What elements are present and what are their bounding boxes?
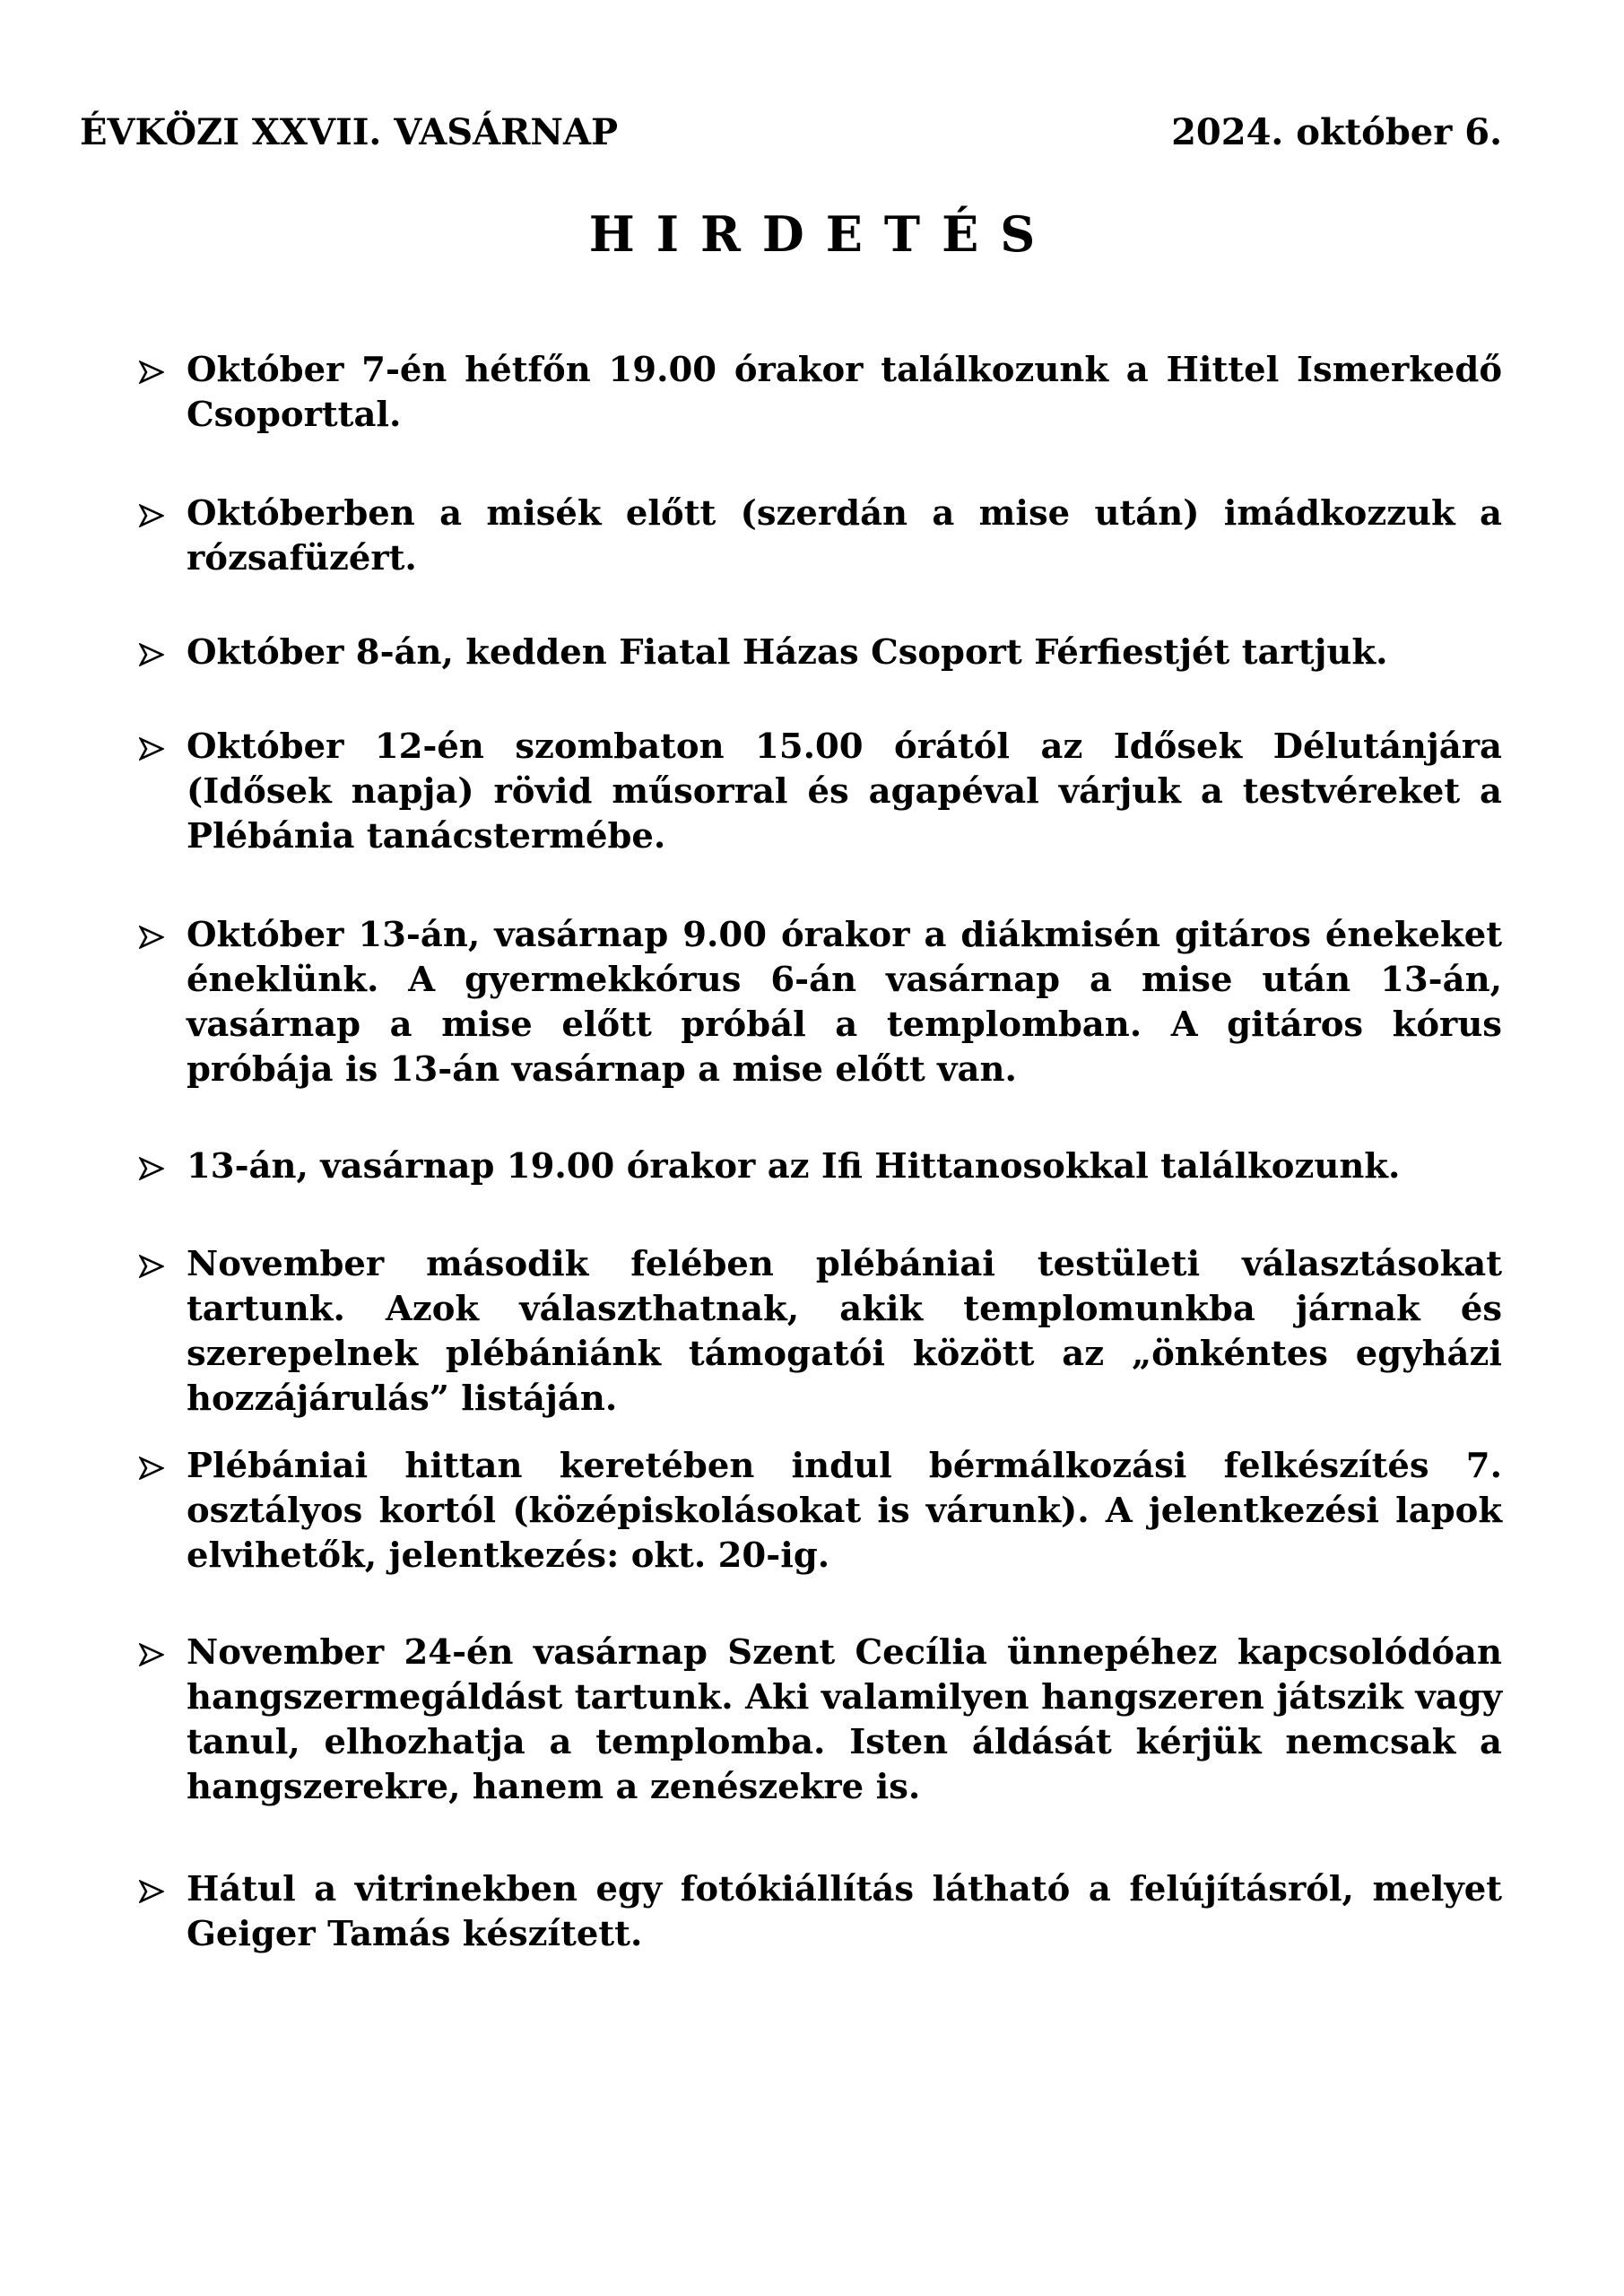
liturgical-day: ÉVKÖZI XXVII. VASÁRNAP	[80, 111, 619, 153]
arrow-bullet-icon	[137, 1444, 173, 1489]
header	[80, 106, 1502, 160]
arrow-bullet-icon	[137, 491, 173, 536]
announcement-text: Október 8-án, kedden Fiatal Házas Csoport Férfiestjét tartjuk.	[187, 632, 1388, 673]
arrow-bullet-icon	[137, 1144, 173, 1189]
arrow-bullet-icon	[137, 1631, 173, 1675]
announcement-text: November második felében plébániai testületi választásokat tartunk. Azok választhatnak, akik templomunkba járnak és szerepelnek plébániánk támogatói között az „önkéntes egyházi hozzájárulás” listáján.	[187, 1244, 1502, 1419]
arrow-bullet-icon	[137, 1867, 173, 1912]
announcement-text: Október 7-én hétfőn 19.00 órakor találkozunk a Hittel Ismerkedő Csoporttal.	[187, 350, 1502, 435]
announcement-text: Október 12-én szombaton 15.00 órától az Idősek Délutánjára (Idősek napja) rövid műsorral és agapéval várjuk a testvéreket a Plébánia tanácstermébe.	[187, 726, 1502, 857]
arrow-bullet-icon	[137, 348, 173, 393]
announcement-text: November 24-én vasárnap Szent Cecília ünnepéhez kapcsolódóan hangszermegáldást tartunk. Aki valamilyen hangszeren játszik vagy tanul, elhozhatja a templomba. Isten áldását kérjük nemcsak a hangszerekre, hanem a zenészekre is.	[187, 1632, 1502, 1807]
announcement-text: Hátul a vitrinekben egy fotókiállítás látható a felújításról, melyet Geiger Tamás készített.	[187, 1869, 1502, 1954]
arrow-bullet-icon	[137, 913, 173, 958]
date: 2024. október 6.	[1171, 111, 1502, 153]
arrow-bullet-icon	[137, 631, 173, 675]
announcement-text: Október 13-án, vasárnap 9.00 órakor a diákmisén gitáros énekeket éneklünk. A gyermekkórus 6-án vasárnap a mise után 13-án, vasárnap a mise előtt próbál a templomban. A gitáros kórus próbája is 13-án vasárnap a mise előtt van.	[187, 915, 1502, 1090]
announcement-text: 13-án, vasárnap 19.00 órakor az Ifi Hittanosokkal találkozunk.	[187, 1146, 1401, 1187]
arrow-bullet-icon	[137, 725, 173, 770]
page-title: HIRDETÉS	[588, 205, 1057, 263]
announcement-text: Októberben a misék előtt (szerdán a mise után) imádkozzuk a rózsafüzért.	[187, 493, 1502, 578]
arrow-bullet-icon	[137, 1242, 173, 1287]
announcement-text: Plébániai hittan keretében indul bérmálkozási felkészítés 7. osztályos kortól (középiskolásokat is várunk). A jelentkezési lapok elvihetők, jelentkezés: okt. 20-ig.	[187, 1446, 1502, 1576]
